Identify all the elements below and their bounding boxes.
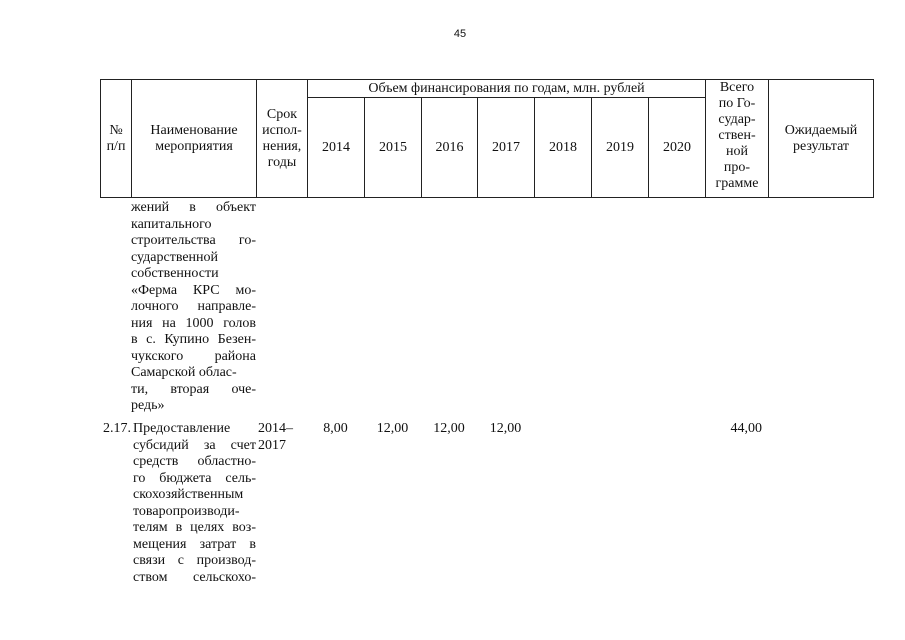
continuation-line: жений в объект (131, 200, 256, 215)
row-217-name-line: товаропроизводи- (133, 503, 240, 519)
continuation-line: Самарской облас- (131, 365, 237, 380)
header-year-2017: 2017 (478, 98, 535, 198)
row-217-name-line: средств областно- (133, 454, 256, 469)
row-217-name-line: субсидий за счет (133, 437, 256, 453)
continuation-text (131, 200, 256, 415)
continuation-line: в с. Купино Безен- (131, 332, 256, 347)
row-217-value-2017: 12,00 (489, 421, 522, 436)
continuation-line: «Ферма КРС мо- (131, 282, 256, 298)
continuation-line: редь» (131, 398, 165, 413)
row-217-name-line: го бюджета сель- (133, 470, 256, 486)
header-result: Ожидаемый результат (769, 80, 874, 198)
header-year-2019: 2019 (592, 98, 649, 198)
continuation-line: ти, вторая оче- (131, 381, 256, 397)
continuation-line: капитального (131, 216, 212, 232)
header-financing-group: Объем финансирования по годам, млн. рублей (308, 80, 706, 98)
header-total: Всего по Го- судар- ствен- ной про- грамме (706, 80, 769, 198)
row-217-total: 44,00 (730, 421, 762, 436)
row-217-name-line: ством сельскохо- (133, 569, 256, 585)
header-term: Срок испол- нения, годы (257, 80, 308, 198)
row-217-num: 2.17. (103, 421, 131, 436)
row-217-name-line: связи с производ- (133, 553, 256, 568)
row-217-value-2014: 8,00 (323, 421, 348, 436)
row-217-name-line: Предоставление (133, 421, 231, 436)
header-year-2016: 2016 (422, 98, 478, 198)
header-year-2015: 2015 (365, 98, 422, 198)
header-year-2020: 2020 (649, 98, 706, 198)
continuation-line: собственности (131, 266, 219, 281)
row-217-term-line: 2017 (258, 437, 286, 453)
row-217-term (258, 421, 306, 454)
table-header (100, 79, 874, 198)
header-name: Наименование мероприятия (132, 80, 257, 198)
header-year-2014: 2014 (308, 98, 365, 198)
page-number: 45 (453, 28, 467, 40)
header-num: № п/п (101, 80, 132, 198)
row-217-name-line: скохозяйственным (133, 487, 244, 502)
continuation-line: строительства го- (131, 233, 256, 248)
row-217-value-2015: 12,00 (376, 421, 409, 436)
row-217-value-2016: 12,00 (433, 421, 465, 436)
continuation-line: ния на 1000 голов (131, 315, 256, 331)
row-217-name (133, 421, 256, 586)
row-217-name-line: телям в целях воз- (133, 520, 256, 535)
header-year-2018: 2018 (535, 98, 592, 198)
row-217-name-line: мещения затрат в (133, 536, 256, 552)
continuation-line: сударственной (131, 249, 219, 265)
row-217-term-line: 2014– (258, 421, 293, 436)
continuation-line: чукского района (131, 348, 256, 364)
continuation-line: лочного направле- (131, 299, 256, 314)
